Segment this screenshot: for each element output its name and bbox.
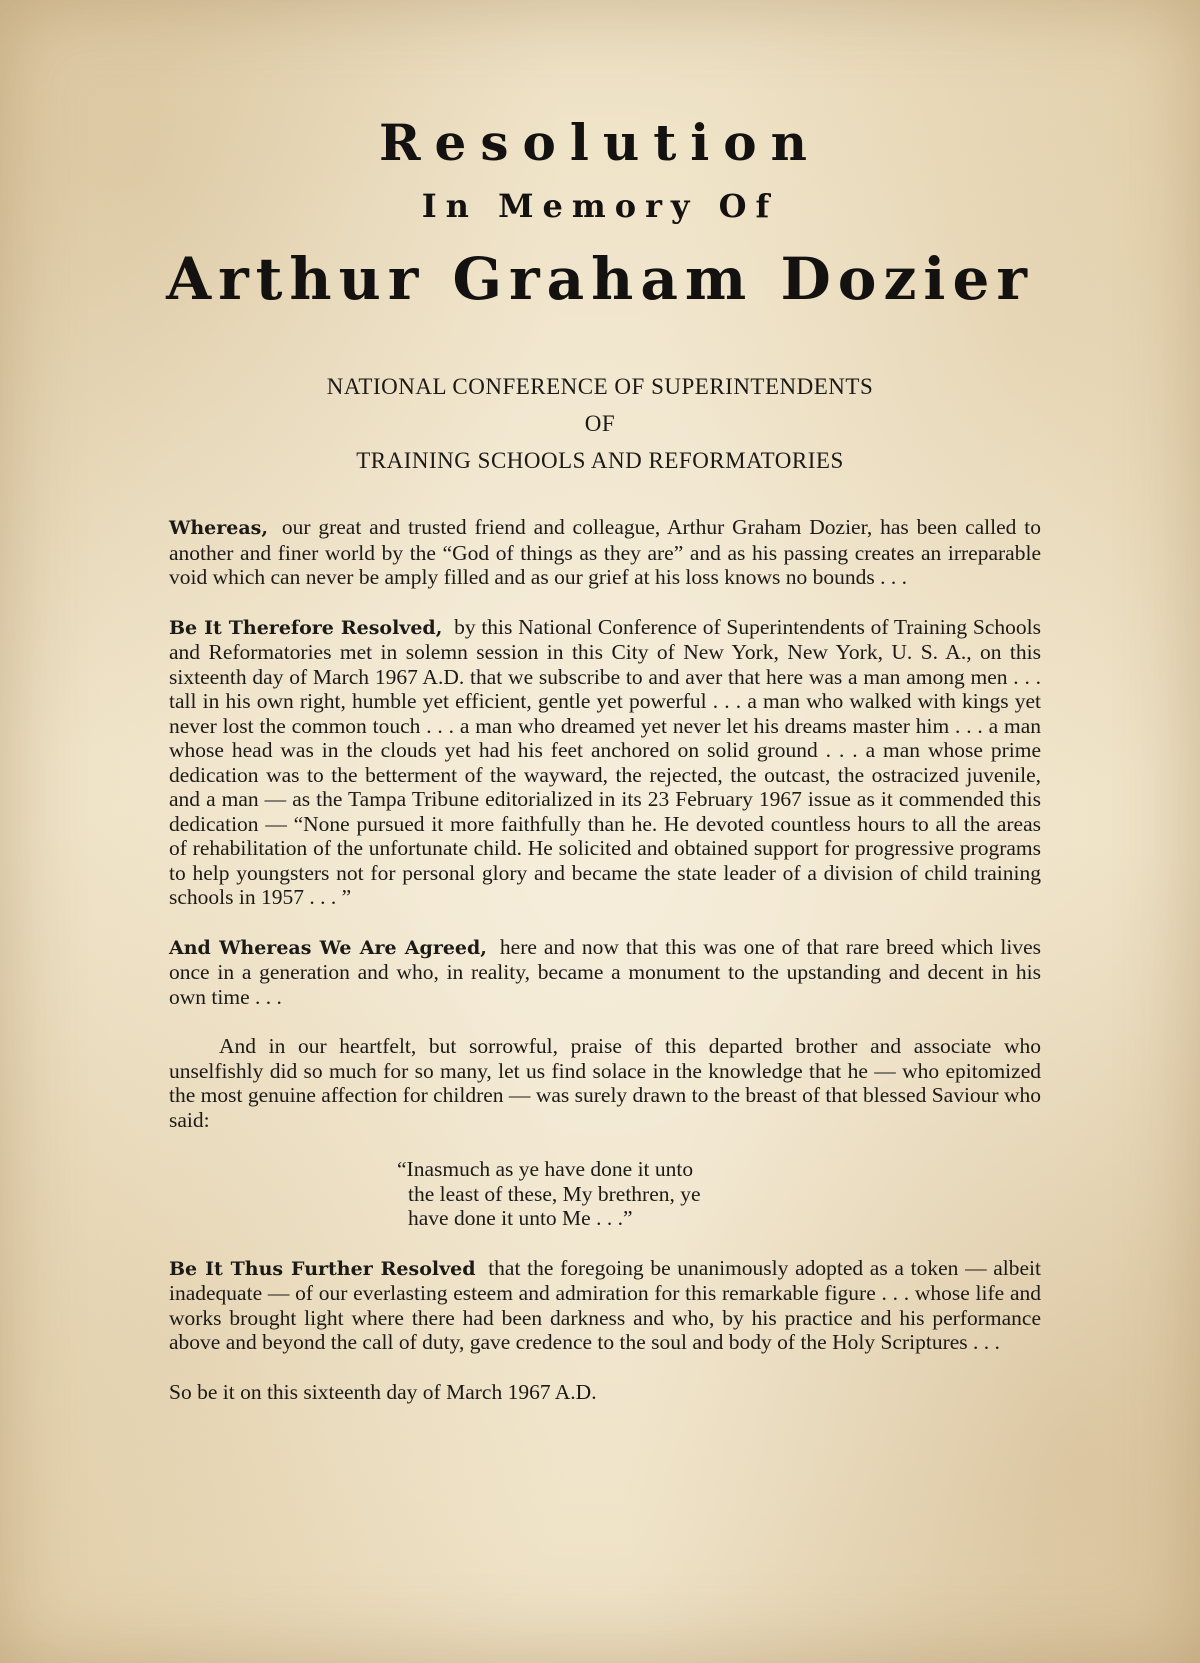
whereas-paragraph (169, 515, 1041, 590)
further-resolved-paragraph (169, 1256, 1041, 1355)
therefore-resolved-lead: Be It Therefore Resolved, (169, 616, 443, 639)
document-subtitle: In Memory Of (421, 187, 779, 225)
whereas-agreed-paragraph (169, 935, 1041, 1010)
resolution-body (169, 515, 1041, 1429)
organization-line-1: NATIONAL CONFERENCE OF SUPERINTENDENTS (326, 374, 874, 399)
honoree-name: Arthur Graham Dozier (166, 245, 1034, 313)
whereas-agreed-lead: And Whereas We Are Agreed, (169, 936, 487, 959)
organization-line-3: TRAINING SCHOOLS AND REFORMATORIES (356, 448, 844, 473)
therefore-resolved-text: by this National Conference of Superintendents of Training Schools and Reformatories met in solemn session in this City of New York, New York, U. S. A., on this sixteenth day of March 1967 A.D. that we subscribe to and aver that here was a man among men . . . tall in his own right, humble yet efficient, gentle yet powerful . . . a man who walked with kings yet never lost the common touch . . . a man who dreamed yet never let his dreams master him . . . a man whose head was in the clouds yet had his feet anchored on solid ground . . . a man whose prime dedication was to the betterment of the wayward, the rejected, the outcast, the ostracized juvenile, and a man — as the Tampa Tribune editorialized in its 23 February 1967 issue as it commended this dedication — “None pursued it more faithfully than he. He devoted countless hours to all the areas of rehabilitation of the unfortunate child. He solicited and obtained support for progressive programs to help youngsters not for personal glory and became the state leader of a division of child training schools in 1957 . . . ” (169, 614, 1042, 909)
organization-line-2: OF (584, 411, 616, 436)
further-resolved-lead: Be It Thus Further Resolved (169, 1257, 476, 1280)
document-title: Resolution (378, 113, 821, 172)
organization-heading (0, 368, 1200, 479)
quote-line-2: the least of these, My brethren, ye (408, 1181, 701, 1206)
whereas-text: our great and trusted friend and colleague, Arthur Graham Dozier, has been called to another and finer world by the “God of things as they are” and as his passing creates an irreparable void which can never be amply filled and as our grief at his loss knows no bounds . . . (169, 515, 1041, 589)
scripture-quote (169, 1157, 1041, 1231)
therefore-resolved-paragraph (169, 615, 1041, 910)
praise-paragraph: And in our heartfelt, but sorrowful, praise of this departed brother and associate who unselfishly did so much for so many, let us find solace in the knowledge that he — who epitomized the most genuine affection for children — was surely drawn to the breast of that blessed Saviour who said: (169, 1034, 1041, 1132)
closing-line: So be it on this sixteenth day of March 1967 A.D. (169, 1379, 597, 1404)
title-block (0, 113, 1200, 313)
quote-line-1: “Inasmuch as ye have done it unto (397, 1157, 694, 1181)
whereas-agreed-text: here and now that this was one of that rare breed which lives once in a generation and who, in reality, became a monument to the upstanding and decent in his own time . . . (169, 934, 1042, 1009)
quote-line-3: have done it unto Me . . .” (408, 1206, 633, 1230)
further-resolved-text: that the foregoing be unanimously adopted as a token — albeit inadequate — of our everlasting esteem and admiration for this remarkable figure . . . whose life and works brought light where there had been darkness and who, by his practice and his performance above and beyond the call of duty, gave credence to the soul and body of the Holy Scriptures . . . (169, 1255, 1042, 1354)
whereas-lead: Whereas, (169, 517, 268, 539)
